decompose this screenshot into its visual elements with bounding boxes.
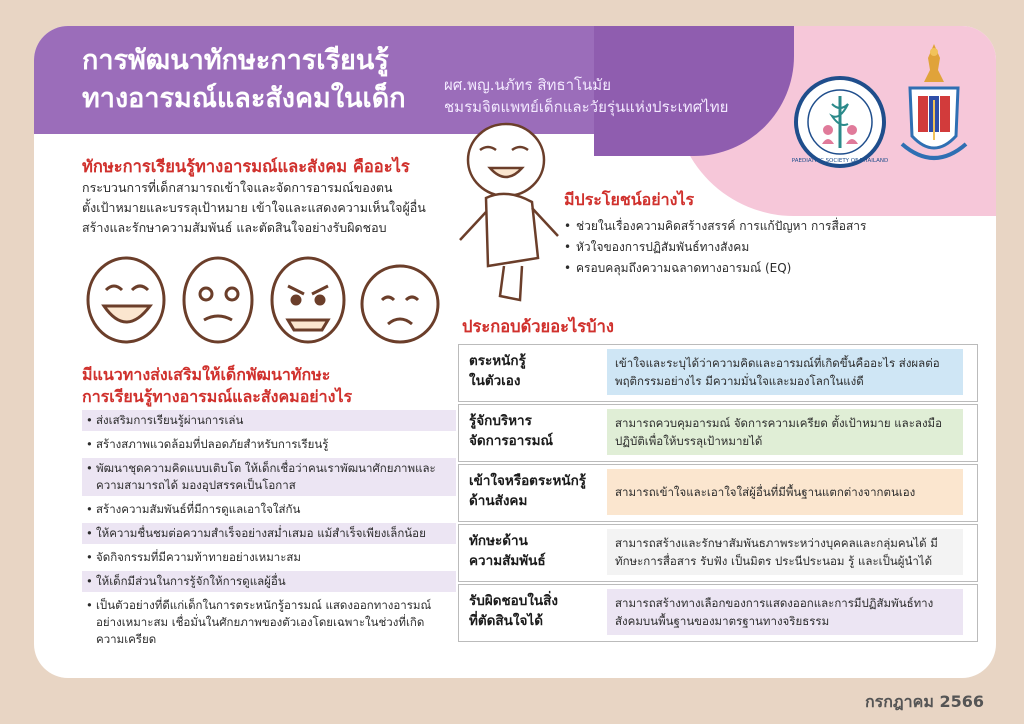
- definition-line-3: สร้างและรักษาความสัมพันธ์ และตัดสินใจอย่างรับผิดชอบ: [82, 220, 387, 235]
- component-name-line-1: เข้าใจหรือตระหนักรู้: [469, 473, 587, 489]
- component-name: [469, 351, 599, 391]
- title-line-1: การพัฒนาทักษะการเรียนรู้: [82, 45, 389, 76]
- component-row-self-awareness: [458, 344, 978, 402]
- component-name: [469, 531, 599, 571]
- benefits-heading: มีประโยชน์อย่างไร: [564, 190, 695, 209]
- definition-line-1: กระบวนการที่เด็กสามารถเข้าใจและจัดการอารมณ์ของตน: [82, 180, 393, 195]
- promotion-item: • ให้ความชื่นชมต่อความสำเร็จอย่างสม่ำเสมอ แม้สำเร็จเพียงเล็กน้อย: [82, 523, 456, 544]
- component-description: สามารถควบคุมอารมณ์ จัดการความเครียด ตั้งเป้าหมาย และลงมือปฏิบัติเพื่อให้บรรลุเป้าหมายได้: [607, 409, 963, 455]
- promotion-item: • สร้างสภาพแวดล้อมที่ปลอดภัยสำหรับการเรียนรู้: [82, 434, 456, 455]
- component-description: สามารถสร้างและรักษาสัมพันธภาพระหว่างบุคคลและกลุ่มคนได้ มีทักษะการสื่อสาร รับฟัง เป็นมิตร ประนีประนอม รู้ และเป็นผู้นำได้: [607, 529, 963, 575]
- society-logo-text: PAEDIATRIC SOCIETY OF THAILAND: [792, 158, 888, 164]
- benefits-list: [564, 216, 867, 279]
- benefit-item: • หัวใจของการปฏิสัมพันธ์ทางสังคม: [564, 237, 867, 258]
- author-organization: ชมรมจิตแพทย์เด็กและวัยรุ่นแห่งประเทศไทย: [444, 98, 729, 116]
- sad-face-icon: [362, 266, 438, 342]
- definition-heading: ทักษะการเรียนรู้ทางอารมณ์และสังคม คืออะไร: [82, 157, 410, 176]
- component-name-line-2: ด้านสังคม: [469, 493, 528, 509]
- component-description: เข้าใจและระบุได้ว่าความคิดและอารมณ์ที่เกิดขึ้นคืออะไร ส่งผลต่อพฤติกรรมอย่างไร มีความมั่นใจและมองโลกในแง่ดี: [607, 349, 963, 395]
- royal-college-logo: [896, 40, 972, 172]
- component-name-line-1: รู้จักบริหาร: [469, 413, 532, 429]
- component-name-line-2: จัดการอารมณ์: [469, 433, 554, 449]
- component-row-social-awareness: [458, 464, 978, 522]
- component-row-self-management: [458, 404, 978, 462]
- author-name: ผศ.พญ.นภัทร สิทธาโนมัย: [444, 76, 611, 94]
- promotion-heading: [82, 364, 352, 408]
- definition-text: [82, 178, 452, 238]
- publication-date: กรกฎาคม 2566: [864, 692, 984, 711]
- promotion-item: • ส่งเสริมการเรียนรู้ผ่านการเล่น: [82, 410, 456, 431]
- benefit-item: • ช่วยในเรื่องความคิดสร้างสรรค์ การแก้ปัญหา การสื่อสาร: [564, 216, 867, 237]
- component-name-line-1: ทักษะด้าน: [469, 533, 528, 549]
- promotion-item: • เป็นตัวอย่างที่ดีแก่เด็กในการตระหนักรู้อารมณ์ แสดงออกทางอารมณ์อย่างเหมาะสม เชื่อมั่นในศักยภาพของตัวเองโดยเฉพาะในช่วงที่เกิดความเครียด: [82, 595, 456, 650]
- child-illustration: [446, 116, 564, 316]
- component-name: [469, 471, 599, 511]
- component-description: สามารถเข้าใจและเอาใจใส่ผู้อื่นที่มีพื้นฐานแตกต่างจากตนเอง: [607, 469, 963, 515]
- component-name-line-2: ความสัมพันธ์: [469, 553, 546, 569]
- promotion-heading-line-2: การเรียนรู้ทางอารมณ์และสังคมอย่างไร: [82, 387, 353, 406]
- promotion-list: [82, 410, 456, 653]
- benefit-item: • ครอบคลุมถึงความฉลาดทางอารมณ์ (EQ): [564, 258, 867, 279]
- component-row-relationship-skills: [458, 524, 978, 582]
- component-name-line-1: รับผิดชอบในสิ่ง: [469, 593, 558, 609]
- component-name-line-1: ตระหนักรู้: [469, 353, 526, 369]
- component-row-responsible-decision: [458, 584, 978, 642]
- title-line-2: ทางอารมณ์และสังคมในเด็ก: [82, 83, 406, 114]
- component-description: สามารถสร้างทางเลือกของการแสดงออกและการมีปฏิสัมพันธ์ทางสังคมบนพื้นฐานของมาตรฐานทางจริยธรรม: [607, 589, 963, 635]
- promotion-item: • สร้างความสัมพันธ์ที่มีการดูแลเอาใจใส่กัน: [82, 499, 456, 520]
- angry-face-icon: [272, 258, 344, 342]
- emotion-faces-illustration: [82, 254, 452, 346]
- components-heading: ประกอบด้วยอะไรบ้าง: [462, 317, 614, 336]
- component-name: [469, 411, 599, 451]
- infographic-card: [34, 26, 996, 678]
- page-title: [82, 42, 472, 118]
- laughing-face-icon: [88, 258, 164, 342]
- paediatric-society-logo: [792, 74, 888, 170]
- promotion-item: • ให้เด็กมีส่วนในการรู้จักให้การดูแลผู้อื่น: [82, 571, 456, 592]
- promotion-heading-line-1: มีแนวทางส่งเสริมให้เด็กพัฒนาทักษะ: [82, 365, 331, 384]
- promotion-item: • พัฒนาชุดความคิดแบบเติบโต ให้เด็กเชื่อว่าคนเราพัฒนาศักยภาพและความสามารถได้ มองอุปสรรคเป็นโอกาส: [82, 458, 456, 496]
- definition-line-2: ตั้งเป้าหมายและบรรลุเป้าหมาย เข้าใจและแสดงความเห็นใจผู้อื่น: [82, 200, 426, 215]
- author-block: [444, 74, 728, 118]
- worried-face-icon: [184, 258, 252, 342]
- promotion-item: • จัดกิจกรรมที่มีความท้าทายอย่างเหมาะสม: [82, 547, 456, 568]
- component-name-line-2: ที่ตัดสินใจได้: [469, 613, 543, 629]
- component-name: [469, 591, 599, 631]
- component-name-line-2: ในตัวเอง: [469, 373, 521, 389]
